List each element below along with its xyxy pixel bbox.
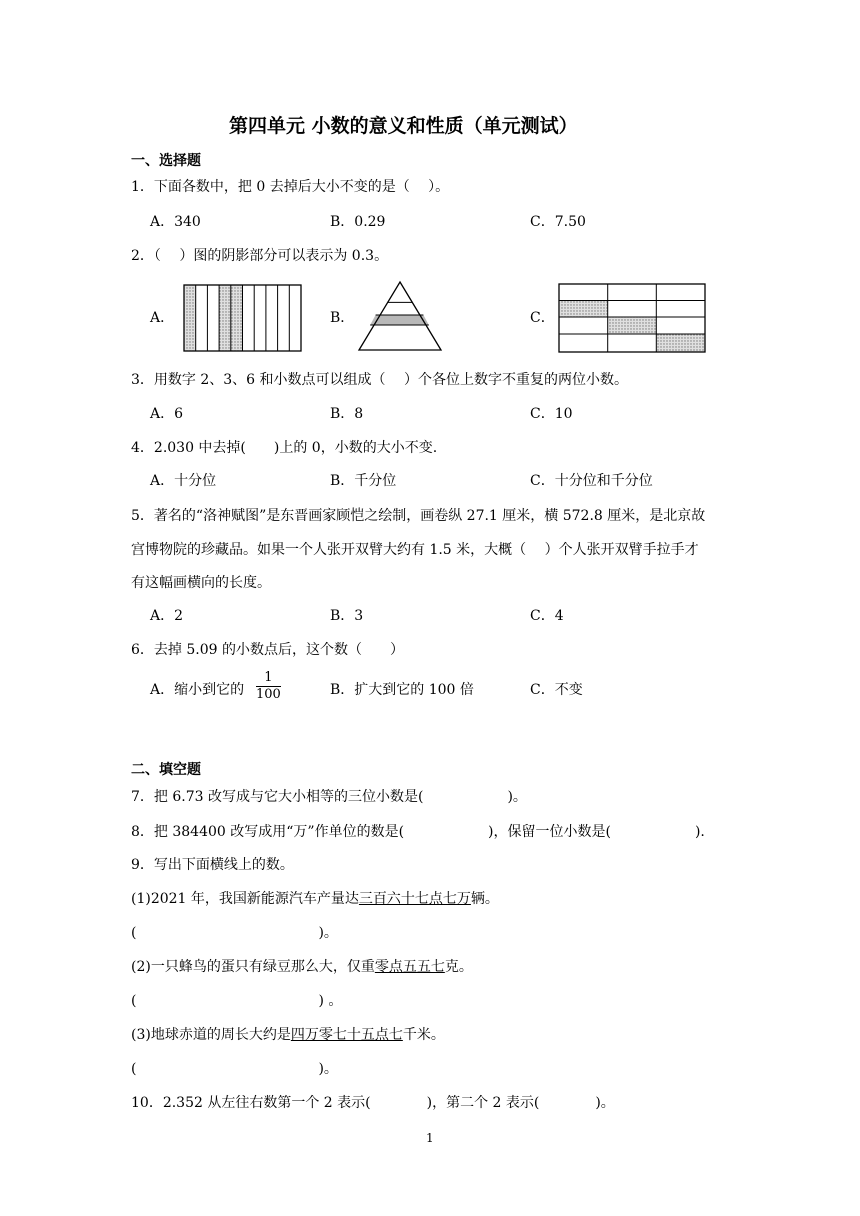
q9-p2-unit: 克。 (444, 959, 473, 975)
question-9-stem: 9．写出下面横线上的数。 (131, 857, 294, 873)
section-heading-choice: 一、选择题 (131, 153, 201, 169)
question-4-stem: 4．2.030 中去掉( )上的 0，小数的大小不变. (131, 440, 438, 456)
q5-option-b: B．3 (330, 608, 364, 624)
figure-b-triangle (357, 280, 443, 352)
q9-p1-unit: 辆。 (470, 891, 499, 907)
q1-option-c: C．7.50 (530, 214, 586, 230)
q2-option-c: C． (530, 310, 555, 326)
q9-p3-unit: 千米。 (402, 1027, 445, 1043)
page-title: 第四单元 小数的意义和性质（单元测试） (229, 115, 578, 137)
q9-p3-underlined: 四万零七十五点七 (290, 1027, 403, 1043)
q5-option-a: A．2 (150, 608, 184, 624)
q9-p2-text: (2)一只蜂鸟的蛋只有绿豆那么大，仅重 (131, 959, 375, 975)
page-number: 1 (426, 1131, 434, 1145)
q6-fraction (256, 670, 281, 703)
question-6-stem: 6．去掉 5.09 的小数点后，这个数（ ） (131, 642, 404, 658)
q9-p1-text: (1)2021 年，我国新能源汽车产量达 (131, 891, 359, 907)
figure-c-grid (558, 283, 706, 353)
question-5-line-2: 宫博物院的珍藏品。如果一个人张开双臂大约有 1.5 米，大概（ ）个人张开双臂手拉手才 (131, 542, 699, 558)
q6-option-b: B．扩大到它的 100 倍 (330, 682, 474, 698)
fraction-denominator: 100 (256, 687, 281, 702)
q9-p2-underlined: 零点五五七 (374, 959, 445, 975)
q9-p1-underlined: 三百六十七点七万 (358, 891, 471, 907)
q3-option-a: A．6 (150, 406, 184, 422)
question-9-part-3 (131, 1025, 445, 1045)
fraction-numerator: 1 (256, 670, 281, 687)
question-1-stem: 1．下面各数中，把 0 去掉后大小不变的是（ ）。 (131, 179, 450, 195)
question-3-stem: 3．用数字 2、3、6 和小数点可以组成（ ）个各位上数字不重复的两位小数。 (131, 372, 628, 388)
section-heading-fill: 二、填空题 (131, 762, 201, 778)
q2-option-b: B． (330, 310, 355, 326)
q3-option-c: C．10 (530, 406, 573, 422)
question-10: 10．2.352 从左往右数第一个 2 表示( )，第二个 2 表示( )。 (131, 1095, 615, 1111)
q3-option-b: B．8 (330, 406, 364, 422)
question-5-line-1: 5．著名的“洛神赋图”是东晋画家顾恺之绘制，画卷纵 27.1 厘米，横 572.8 厘米，是北京故 (131, 508, 706, 524)
q9-answer-2: ( ) 。 (131, 993, 343, 1009)
q9-answer-1: ( )。 (131, 925, 338, 941)
question-9-part-1 (131, 889, 499, 909)
q4-option-b: B．千分位 (330, 473, 397, 489)
figure-a-bars (183, 284, 302, 352)
q4-option-c: C．十分位和千分位 (530, 473, 653, 489)
question-7: 7．把 6.73 改写成与它大小相等的三位小数是( )。 (131, 789, 527, 805)
q5-option-c: C．4 (530, 608, 564, 624)
q9-p3-text: (3)地球赤道的周长大约是 (131, 1027, 291, 1043)
q1-option-a: A．340 (150, 214, 201, 230)
q2-option-a: A． (150, 310, 175, 326)
q1-option-b: B．0.29 (330, 214, 386, 230)
q6-option-c: C．不变 (530, 682, 583, 698)
q4-option-a: A．十分位 (150, 473, 217, 489)
q6-option-a: A．缩小到它的 (150, 682, 245, 698)
q9-answer-3: ( )。 (131, 1061, 338, 1077)
question-5-line-3: 有这幅画横向的长度。 (131, 575, 271, 591)
question-2-stem: 2．（ ）图的阴影部分可以表示为 0.3。 (131, 248, 389, 264)
question-9-part-2 (131, 957, 473, 977)
question-8: 8．把 384400 改写成用“万”作单位的数是( )，保留一位小数是( ). (131, 824, 705, 840)
